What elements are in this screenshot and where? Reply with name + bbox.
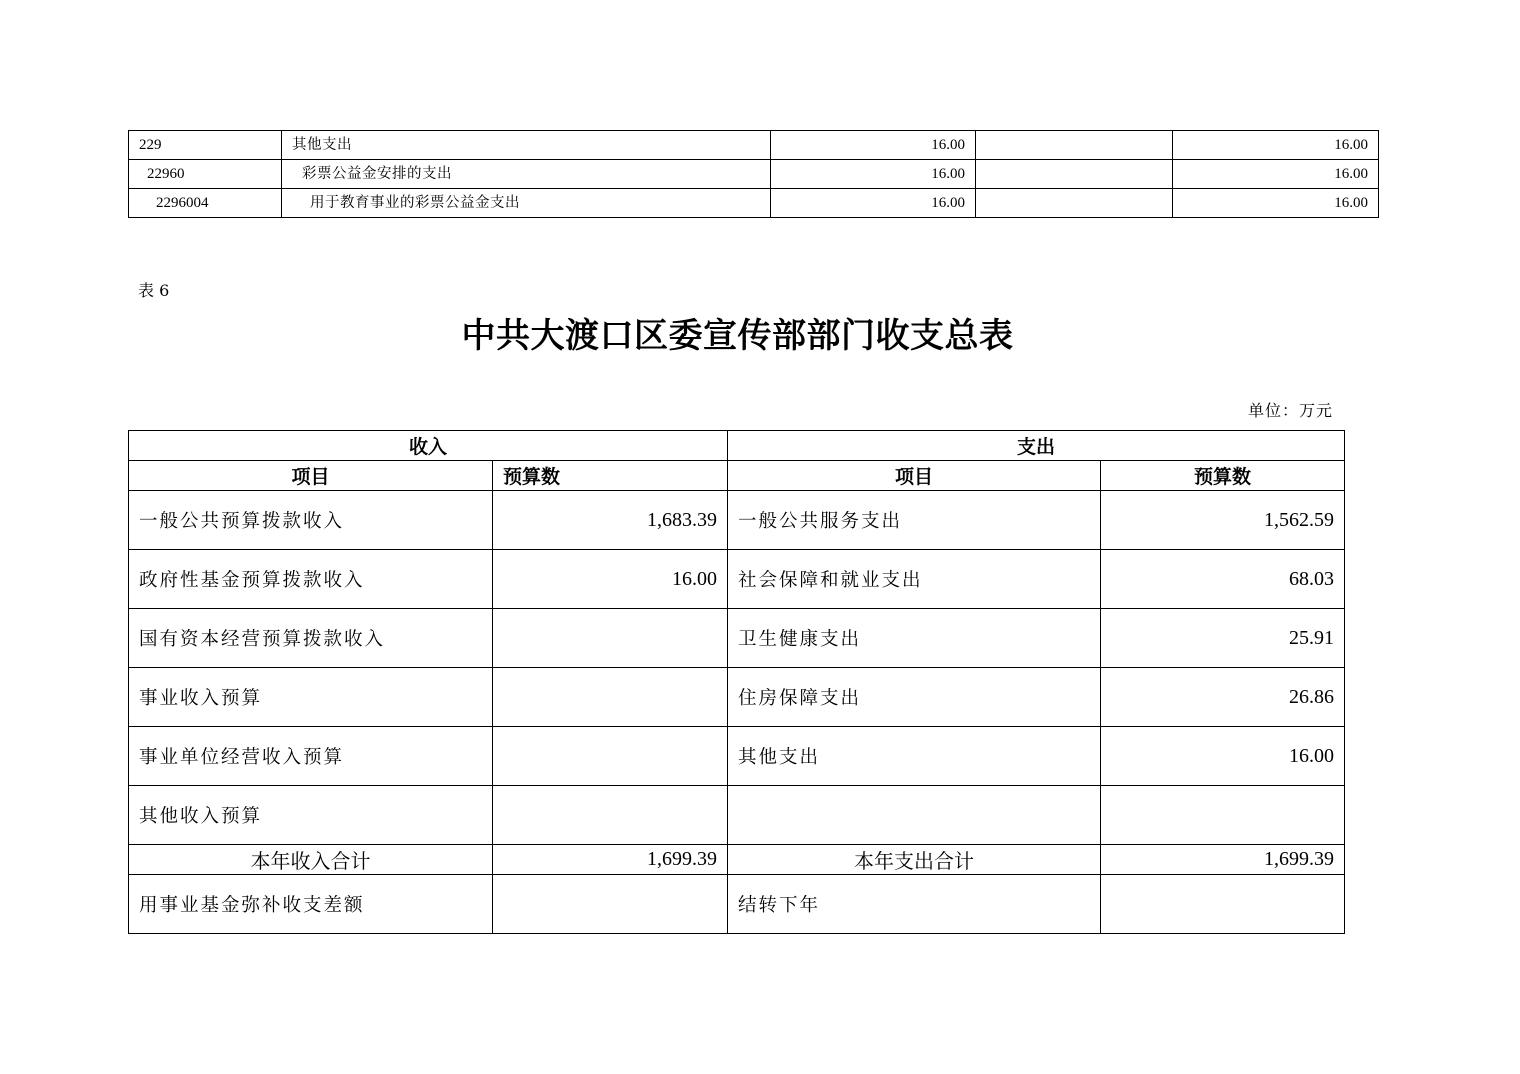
income-value [493,786,728,845]
name-cell: 彩票公益金安排的支出 [282,160,771,189]
income-total-label: 本年收入合计 [129,845,493,875]
income-item: 国有资本经营预算拨款收入 [129,609,493,668]
expense-value: 16.00 [1101,727,1345,786]
income-item: 其他收入预算 [129,786,493,845]
expense-item: 结转下年 [728,875,1101,934]
expense-item: 住房保障支出 [728,668,1101,727]
table-row [129,609,1345,668]
income-value [493,727,728,786]
table-row [129,668,1345,727]
expense-value: 1,562.59 [1101,491,1345,550]
expense-value: 26.86 [1101,668,1345,727]
expense-value [1101,786,1345,845]
value-cell: 16.00 [771,160,976,189]
table-row [129,727,1345,786]
table-row [129,160,1379,189]
value-cell [976,160,1173,189]
value-cell [976,131,1173,160]
value-cell: 16.00 [1173,160,1379,189]
expense-total-label: 本年支出合计 [728,845,1101,875]
budget-summary-table [128,430,1345,934]
expense-item: 其他支出 [728,727,1101,786]
expense-value: 68.03 [1101,550,1345,609]
value-cell: 16.00 [771,189,976,218]
expense-header: 支出 [728,431,1345,461]
income-value [493,609,728,668]
income-value [493,875,728,934]
code-cell: 22960 [129,160,282,189]
income-item: 用事业基金弥补收支差额 [129,875,493,934]
page-title: 中共大渡口区委宣传部部门收支总表 [461,316,1014,356]
value-cell: 16.00 [771,131,976,160]
income-item: 一般公共预算拨款收入 [129,491,493,550]
value-cell: 16.00 [1173,189,1379,218]
expense-total-value: 1,699.39 [1101,845,1345,875]
total-row [129,845,1345,875]
expense-item-header: 项目 [728,461,1101,491]
continued-expenditure-table [128,130,1379,218]
name-cell: 用于教育事业的彩票公益金支出 [282,189,771,218]
value-cell: 16.00 [1173,131,1379,160]
expense-item [728,786,1101,845]
unit-label: 单位：万元 [1247,401,1333,420]
expense-item: 社会保障和就业支出 [728,550,1101,609]
income-item: 事业收入预算 [129,668,493,727]
income-header: 收入 [129,431,728,461]
code-cell: 2296004 [129,189,282,218]
income-value: 1,683.39 [493,491,728,550]
income-value [493,668,728,727]
table-row [129,550,1345,609]
expense-item: 卫生健康支出 [728,609,1101,668]
table-row [129,131,1379,160]
expense-budget-header: 预算数 [1101,461,1345,491]
column-header-row [129,461,1345,491]
section-header-row [129,431,1345,461]
table-row [129,189,1379,218]
income-budget-header: 预算数 [493,461,728,491]
income-total-value: 1,699.39 [493,845,728,875]
income-item-header: 项目 [129,461,493,491]
expense-item: 一般公共服务支出 [728,491,1101,550]
expense-value: 25.91 [1101,609,1345,668]
table-row [129,875,1345,934]
income-item: 政府性基金预算拨款收入 [129,550,493,609]
code-cell: 229 [129,131,282,160]
table-row [129,786,1345,845]
table-number: 表 6 [138,281,170,300]
income-item: 事业单位经营收入预算 [129,727,493,786]
value-cell [976,189,1173,218]
name-cell: 其他支出 [282,131,771,160]
table-row [129,491,1345,550]
expense-value [1101,875,1345,934]
income-value: 16.00 [493,550,728,609]
